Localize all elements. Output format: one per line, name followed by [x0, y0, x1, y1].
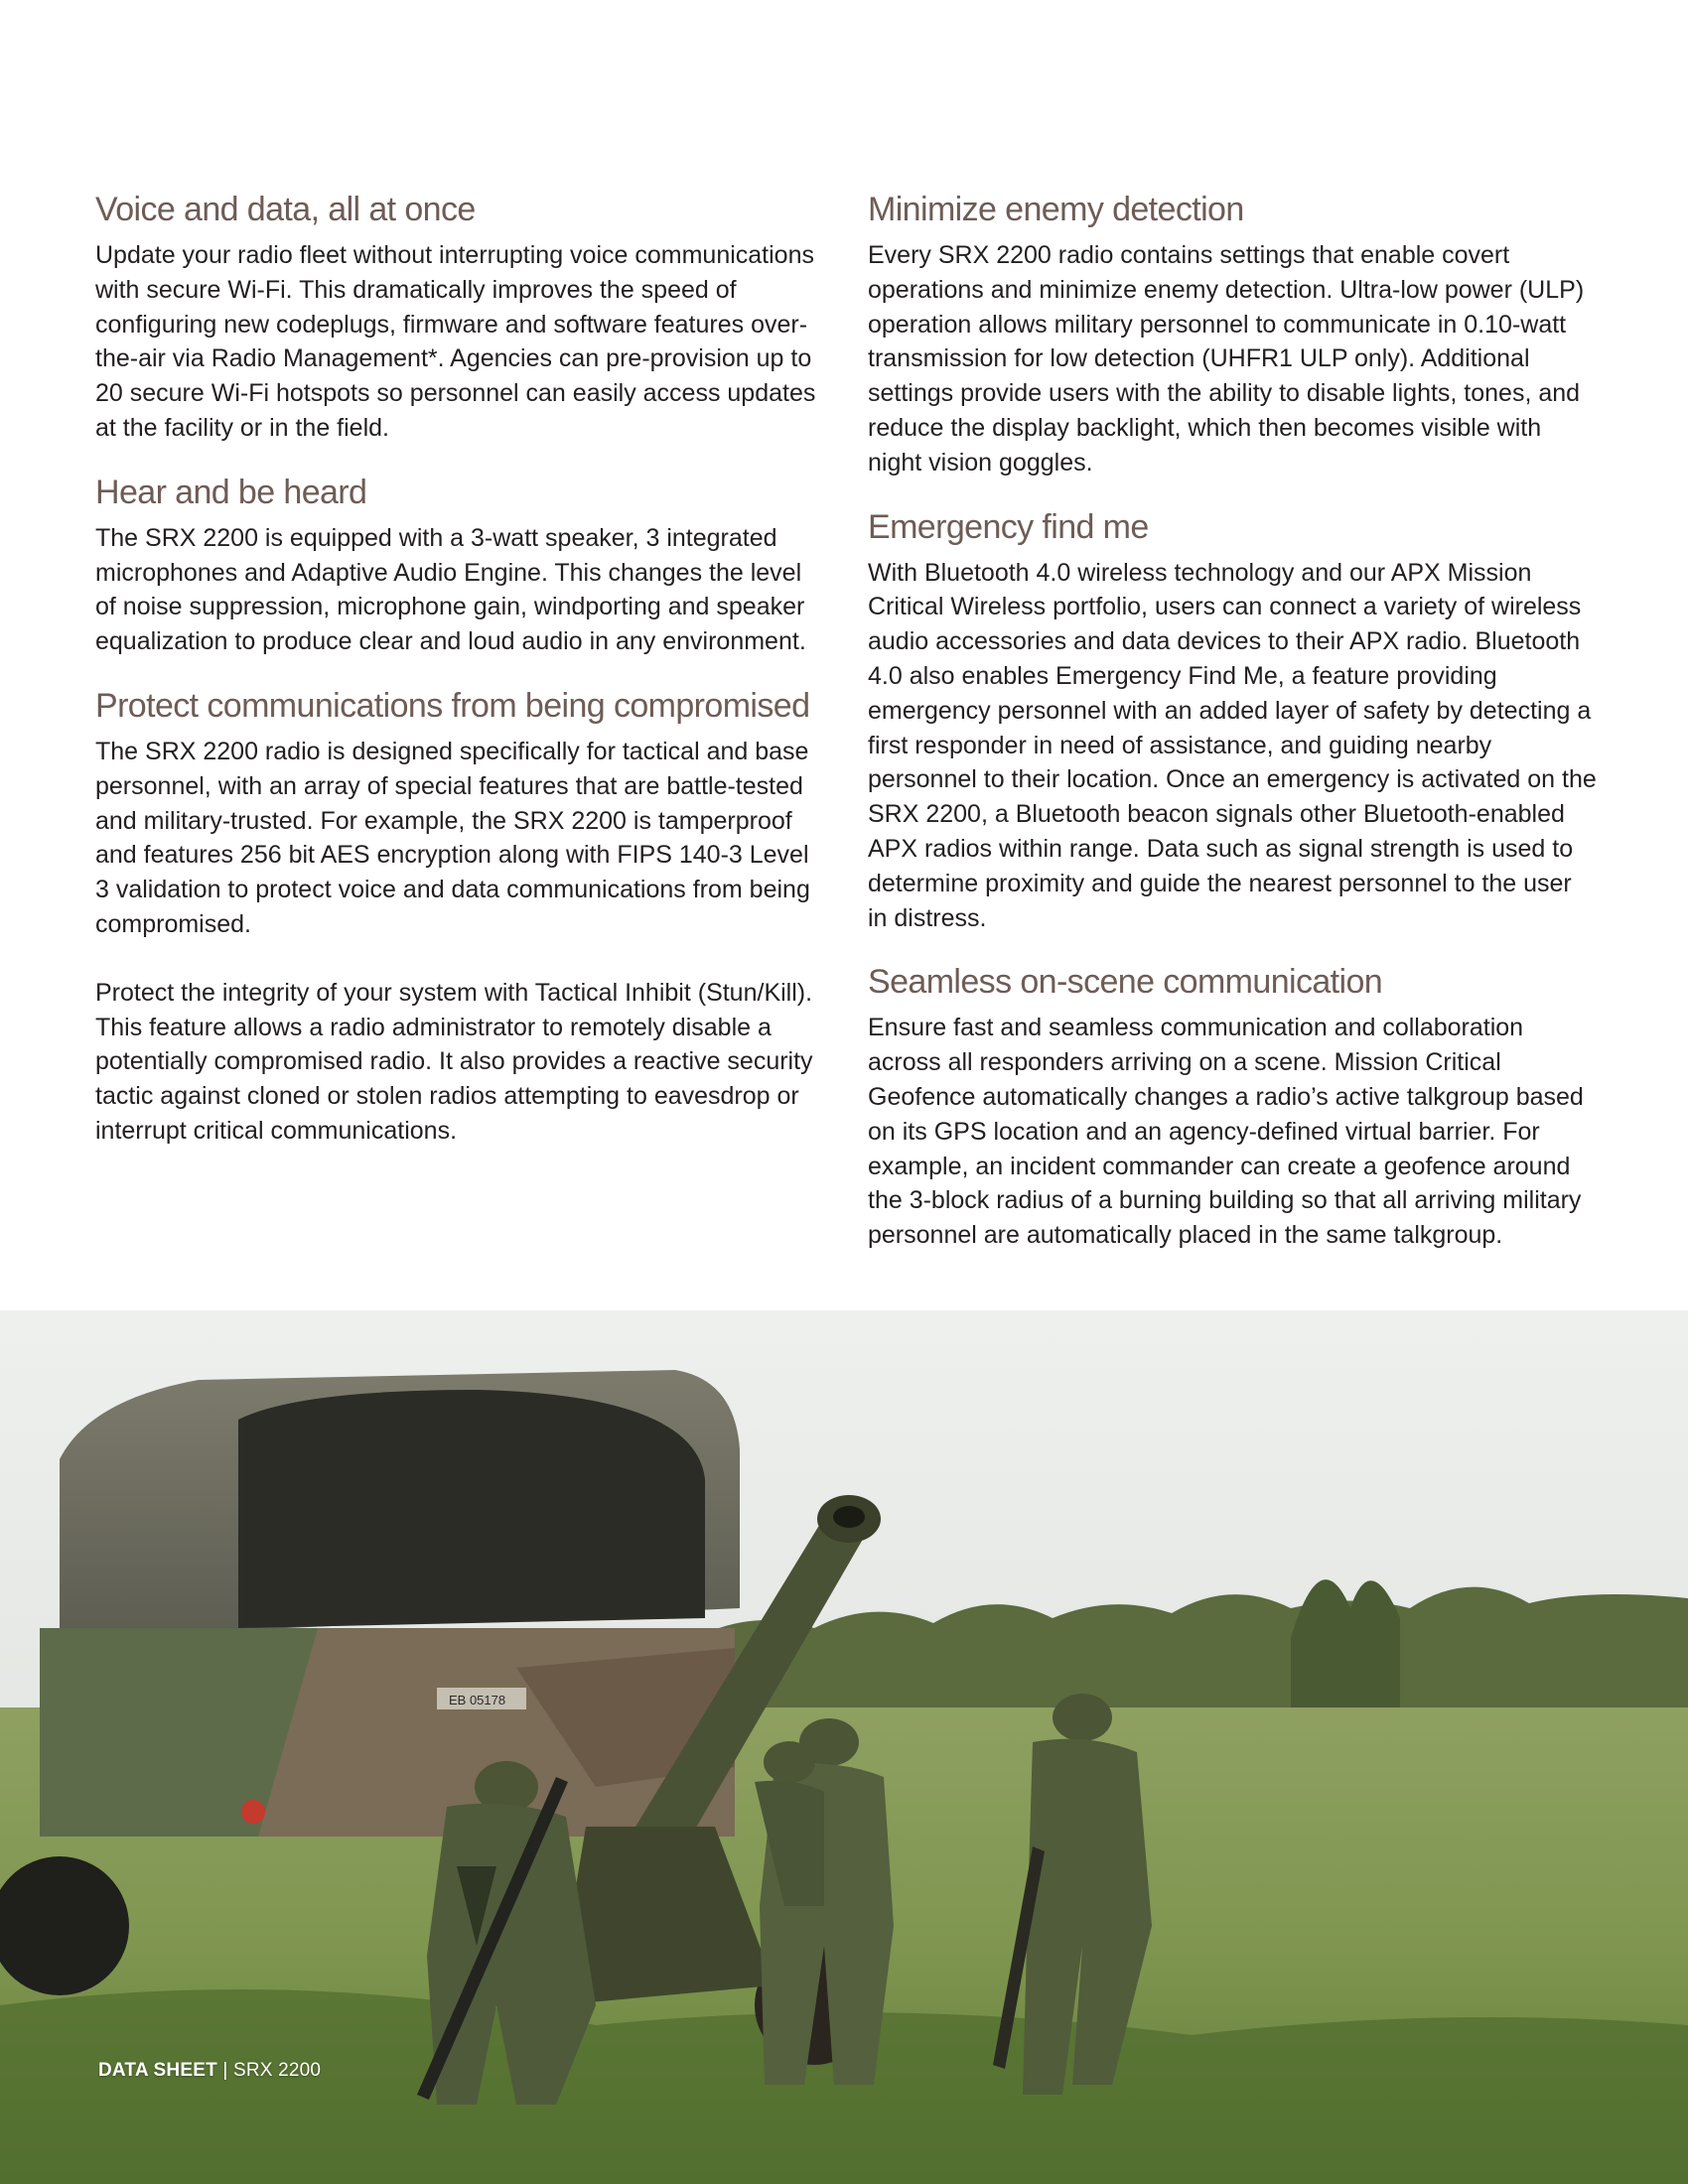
section-body: Every SRX 2200 radio contains settings that enable covert operations and minimize enemy detection. Ultra-low power (ULP) operation allows military personnel to communicate in 0.10-watt transmission for low detection (UHFR1 ULP only). Additional settings provide users with the ability to disable lights, tones, and reduce the display backlight, which then becomes visible with night vision goggles. [868, 241, 1585, 477]
section-hear-heard [95, 472, 825, 659]
right-column [868, 189, 1598, 1279]
footer-label: DATA SHEET [98, 2060, 217, 2081]
truck-canvas-interior [238, 1390, 705, 1628]
footer-product: SRX 2200 [232, 2060, 322, 2081]
section-protect [95, 685, 825, 1149]
section-heading: Seamless on-scene communication [868, 963, 1383, 1002]
left-column [95, 189, 825, 1174]
howitzer-bore [833, 1506, 865, 1528]
section-body: With Bluetooth 4.0 wireless technology and our APX Mission Critical Wireless portfolio, users can connect a variety of wireless audio accessories and data devices to their APX radio. Bluetooth 4.0 also enables Emergency Find Me, a feature providing emergency personnel with an added layer of safety by detecting a first responder in need of assistance, and guiding nearby personnel to their location. Once an emergency is activated on the SRX 2200, a Bluetooth beacon signals other Bluetooth-enabled APX radios within range. Data such as signal strength is used to determine proximity and guide the nearest personnel to the user in distress. [868, 558, 1597, 932]
section-voice-data [95, 189, 825, 446]
truck-plate-text: EB 05178 [449, 1693, 506, 1707]
section-body: The SRX 2200 radio is designed specifically for tactical and base personnel, with an array of special features that are battle-tested and military-trusted. For example, the SRX 2200 is tamperproof and features 256 bit AES encryption along with FIPS 140-3 Level 3 validation to protect voice and data communications from being compromised. [95, 737, 810, 938]
section-body: Update your radio fleet without interrupting voice communications with secure Wi-Fi. This dramatically improves the speed of configuring new codeplugs, firmware and software features over-the-air via Radio Management*. Agencies can pre-provision up to 20 secure Wi-Fi hotspots so personnel can easily access updates at the facility or in the field. [95, 241, 816, 442]
section-heading: Voice and data, all at once [95, 191, 476, 228]
tree [1291, 1579, 1400, 1727]
soldiers-photo [0, 1310, 1688, 2184]
section-seamless [868, 961, 1598, 1253]
section-heading: Hear and be heard [95, 473, 367, 511]
section-body: Protect the integrity of your system with Tactical Inhibit (Stun/Kill). This feature allows a radio administrator to remotely disable a potentially compromised radio. It also provides a reactive security tactic against cloned or stolen radios attempting to eavesdrop or interrupt critical communications. [95, 978, 813, 1145]
photo-illustration [0, 1310, 1688, 2184]
section-heading: Protect communications from being compromised [95, 686, 810, 725]
section-emergency-find-me [868, 506, 1598, 936]
section-heading: Emergency find me [868, 507, 1149, 546]
section-heading: Minimize enemy detection [868, 191, 1244, 228]
truck-light [241, 1800, 265, 1824]
section-minimize-detection [868, 189, 1598, 480]
footer-separator: | [216, 2060, 233, 2081]
footer [98, 2060, 321, 2082]
section-body: The SRX 2200 is equipped with a 3-watt speaker, 3 integrated microphones and Adaptive Audio Engine. This changes the level of noise suppression, microphone gain, windporting and speaker equalization to produce clear and loud audio in any environment. [95, 523, 806, 656]
section-body: Ensure fast and seamless communication and collaboration across all responders arriving on a scene. Mission Critical Geofence automatically changes a radio’s active talkgroup based on its GPS location and an agency-defined virtual barrier. For example, an incident commander can create a geofence around the 3-block radius of a burning building so that all arriving military personnel are automatically placed in the same talkgroup. [868, 1014, 1584, 1250]
